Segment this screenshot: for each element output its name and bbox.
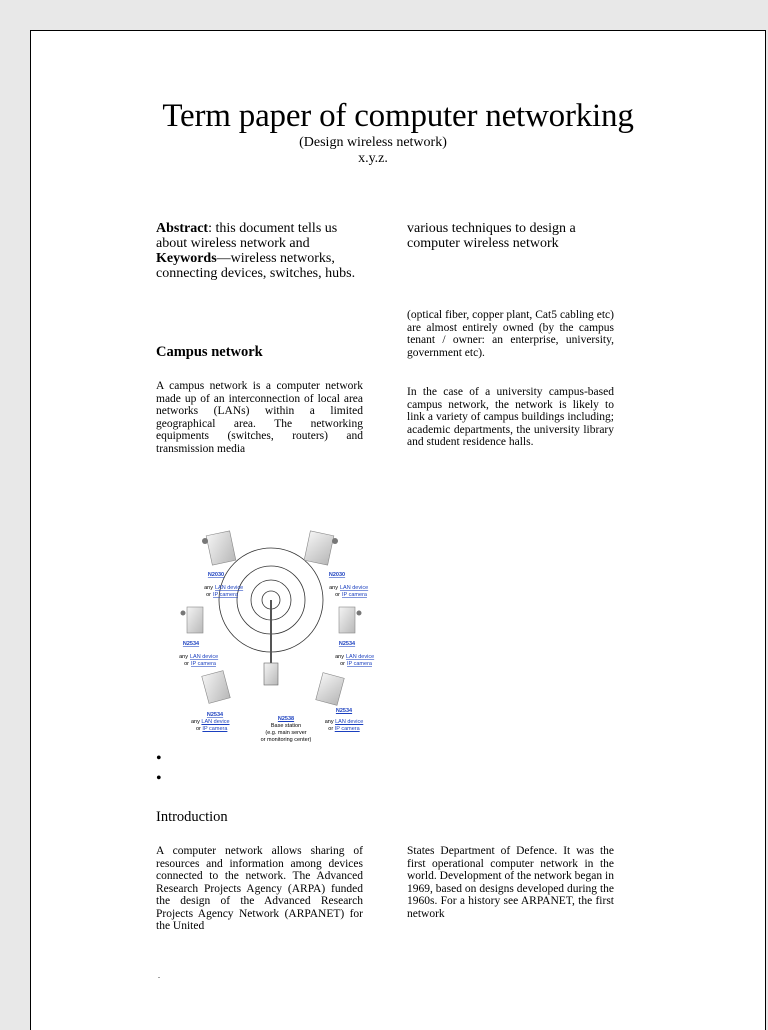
document-page bbox=[30, 30, 766, 1030]
label-top-right-ip[interactable]: IP camera bbox=[342, 592, 367, 598]
introduction-continuation: States Department of Defence. It was the first operational computer network in the world. Development of the network began in 1969, based on designs developed during the 1960s. For a history see ARPANET, the first network bbox=[407, 845, 614, 920]
label-top-left-ip[interactable]: IP camera bbox=[213, 592, 238, 598]
keywords-text bbox=[156, 251, 366, 281]
base-station-model[interactable]: N2538 bbox=[277, 716, 295, 722]
label-bottom-right-lan[interactable]: LAN device bbox=[335, 719, 364, 725]
subtitle-line: (Design wireless network) bbox=[299, 135, 447, 150]
label-top-right-or: or bbox=[335, 592, 340, 598]
paper-title: Term paper of computer networking bbox=[162, 98, 634, 134]
label-top-left-or: or bbox=[206, 592, 211, 598]
paper-subtitle bbox=[253, 135, 493, 167]
label-mid-left-model[interactable]: N2534 bbox=[182, 641, 200, 647]
campus-continuation: (optical fiber, copper plant, Cat5 cabling etc) are almost entirely owned (by the campus tenant / owner: an enterprise, university, government etc). bbox=[407, 309, 614, 359]
label-mid-left-or: or bbox=[184, 661, 189, 667]
introduction-heading: Introduction bbox=[156, 809, 228, 825]
device-mid-right bbox=[339, 607, 362, 633]
device-bottom-left bbox=[202, 671, 230, 704]
device-top-right bbox=[304, 531, 338, 565]
label-mid-right-model[interactable]: N2534 bbox=[338, 641, 356, 647]
label-bottom-right-any: any bbox=[324, 719, 334, 725]
bullet-item: • bbox=[156, 750, 162, 767]
keywords-body: —wireless networks, connecting devices, switches, hubs. bbox=[156, 251, 356, 281]
introduction-paragraph: A computer network allows sharing of resources and information among devices connected to the network. The Advanced Research Projects Agency (ARPA) funded the design of the Advanced Research Projects Agency Network (ARPANET) for the United bbox=[156, 845, 363, 932]
abstract-text bbox=[156, 221, 366, 251]
label-mid-left-ip[interactable]: IP camera bbox=[191, 661, 216, 667]
base-station-note1: (e.g. main server bbox=[265, 730, 307, 736]
base-station-device bbox=[264, 663, 278, 685]
university-paragraph: In the case of a university campus-based campus network, the network is likely to link a variety of campus buildings including; academic departments, the university library and student residence halls. bbox=[407, 386, 614, 448]
label-mid-right-ip[interactable]: IP camera bbox=[347, 661, 372, 667]
device-mid-left bbox=[181, 607, 204, 633]
abstract-body: : this document tells us about wireless network and bbox=[156, 221, 338, 251]
abstract-continuation: various techniques to design a computer wireless network bbox=[407, 221, 576, 251]
keywords-label: Keywords bbox=[156, 251, 217, 266]
label-top-right-any: any bbox=[329, 585, 338, 591]
label-bottom-left-any2: any bbox=[191, 719, 200, 725]
abstract-label: Abstract bbox=[156, 221, 209, 236]
author-line: x.y.z. bbox=[358, 151, 388, 166]
figure-bottom-right-labels bbox=[314, 708, 374, 733]
base-station-labels bbox=[251, 716, 321, 744]
bullet-item: • bbox=[156, 770, 162, 787]
figure-lower-labels bbox=[191, 719, 230, 733]
label-bottom-left-ip[interactable]: IP camera bbox=[202, 726, 228, 732]
label-bottom-right-model[interactable]: N2534 bbox=[335, 708, 353, 714]
abstract-block bbox=[156, 221, 366, 281]
label-top-right-model[interactable]: N2030 bbox=[328, 572, 346, 578]
label-mid-right-or: or bbox=[340, 661, 345, 667]
label-mid-left-any: any bbox=[179, 654, 188, 660]
label-top-left-lan[interactable]: LAN device bbox=[215, 585, 244, 591]
label-bottom-left-model[interactable]: N2534 bbox=[206, 712, 224, 718]
wireless-network-figure bbox=[161, 497, 376, 725]
label-bottom-left-lan2[interactable]: LAN device bbox=[201, 719, 230, 725]
empty-bullet-list bbox=[156, 749, 162, 789]
base-station-note2: or monitoring center) bbox=[260, 737, 312, 743]
device-top-left bbox=[202, 531, 236, 565]
label-mid-right-lan[interactable]: LAN device bbox=[346, 654, 375, 660]
base-station-title: Base station bbox=[270, 723, 302, 729]
label-mid-left-lan[interactable]: LAN device bbox=[190, 654, 219, 660]
label-top-left-any: any bbox=[204, 585, 213, 591]
trailing-dot: . bbox=[158, 971, 160, 980]
campus-network-heading: Campus network bbox=[156, 344, 263, 360]
label-bottom-left-or: or bbox=[196, 726, 201, 732]
device-bottom-right bbox=[316, 673, 344, 706]
label-bottom-right-ip[interactable]: IP camera bbox=[334, 726, 360, 732]
label-top-right-lan[interactable]: LAN device bbox=[340, 585, 369, 591]
campus-paragraph: A campus network is a computer network made up of an interconnection of local area networks (LANs) within a limited geographical area. The networking equipments (switches, routers) and transmission media bbox=[156, 380, 363, 455]
label-top-left-model[interactable]: N2030 bbox=[207, 572, 225, 578]
label-bottom-right-or: or bbox=[328, 726, 334, 732]
label-mid-right-any: any bbox=[335, 654, 344, 660]
